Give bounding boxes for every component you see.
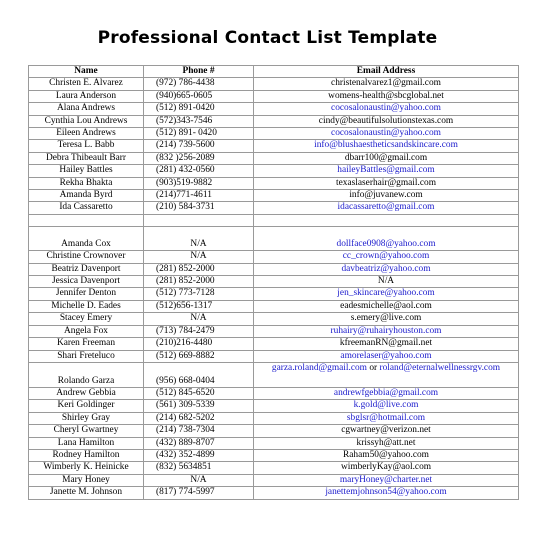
contact-phone: (210) 584-3731 <box>144 202 254 214</box>
contact-phone: (512) 891-0420 <box>144 103 254 115</box>
contact-email-cell <box>254 227 519 251</box>
contact-phone: (512)656-1317 <box>144 300 254 312</box>
contact-phone: (432) 352-4899 <box>144 449 254 461</box>
contact-name: Amanda Byrd <box>29 190 144 202</box>
contact-name <box>29 214 144 226</box>
contact-name: Keri Goldinger <box>29 400 144 412</box>
email-link[interactable]: idacassaretto@gmail.com <box>337 202 435 213</box>
contact-email-cell <box>254 128 519 140</box>
header-row <box>29 66 519 78</box>
email-text: krissyh@att.net <box>356 437 416 448</box>
contact-email-cell <box>254 412 519 424</box>
contact-name: Teresa L. Babb <box>29 140 144 152</box>
table-row <box>29 425 519 437</box>
contact-phone: (210)216-4480 <box>144 338 254 350</box>
contact-name: Karen Freeman <box>29 338 144 350</box>
contact-email-cell <box>254 425 519 437</box>
contact-name: Laura Anderson <box>29 90 144 102</box>
contact-name: Eileen Andrews <box>29 128 144 140</box>
table-row <box>29 276 519 288</box>
email-link[interactable]: maryHoney@charter.net <box>339 474 433 485</box>
email-text: dbarr100@gmail.com <box>344 152 428 163</box>
contact-name: Shirley Gray <box>29 412 144 424</box>
table-row <box>29 462 519 474</box>
contact-email-cell <box>254 263 519 275</box>
email-or-text: or <box>369 362 378 373</box>
email-text: N/A <box>377 276 395 287</box>
contact-phone: (972) 786-4438 <box>144 78 254 90</box>
email-link[interactable]: ruhairy@ruhairyhouston.com <box>330 325 442 336</box>
contact-email-cell <box>254 449 519 461</box>
contact-phone: (512) 845-6520 <box>144 387 254 399</box>
email-link[interactable]: cocosalonaustin@yahoo.com <box>331 128 441 139</box>
contact-email-cell <box>254 103 519 115</box>
contact-name: Jennifer Denton <box>29 288 144 300</box>
table-row <box>29 325 519 337</box>
email-link[interactable]: sbglsr@hotmail.com <box>346 412 426 423</box>
email-link[interactable]: info@blushaestheticsandskincare.com <box>314 140 458 151</box>
contact-email-cell <box>254 115 519 127</box>
contact-table <box>28 65 519 500</box>
contact-name: Rolando Garza <box>29 362 144 387</box>
contact-email-cell <box>254 288 519 300</box>
email-header: Email Address <box>254 66 519 78</box>
contact-phone: (214) 682-5202 <box>144 412 254 424</box>
contact-email-cell <box>254 474 519 486</box>
contact-name: Rekha Bhakta <box>29 177 144 189</box>
table-row <box>29 313 519 325</box>
table-row <box>29 165 519 177</box>
contact-name: Alana Andrews <box>29 103 144 115</box>
contact-name: Angela Fox <box>29 325 144 337</box>
contact-email-cell <box>254 300 519 312</box>
contact-name: Janette M. Johnson <box>29 487 144 499</box>
contact-name: Hailey Battles <box>29 165 144 177</box>
email-link[interactable]: dollface0908@yahoo.com <box>336 238 436 249</box>
contact-email-cell <box>254 462 519 474</box>
contact-email-cell <box>254 78 519 90</box>
table-row <box>29 90 519 102</box>
email-text: cgwartney@verizon.net <box>341 425 431 436</box>
contact-phone: (281) 852-2000 <box>144 276 254 288</box>
table-row <box>29 362 519 387</box>
contact-name: Andrew Gebbia <box>29 387 144 399</box>
contact-email-cell <box>254 313 519 325</box>
email-text: Raham50@yahoo.com <box>343 449 429 460</box>
email-link[interactable]: andrewfgebbia@gmail.com <box>333 387 439 398</box>
email-text: info@juvanew.com <box>349 190 423 201</box>
contact-name: Jessica Davenport <box>29 276 144 288</box>
contact-phone: (832 )256-2089 <box>144 152 254 164</box>
contact-email-cell <box>254 338 519 350</box>
contact-email-cell <box>254 214 519 226</box>
email-link[interactable]: haileyBattles@gmail.com <box>337 165 435 176</box>
table-row <box>29 400 519 412</box>
contact-email-cell <box>254 202 519 214</box>
table-row <box>29 437 519 449</box>
contact-email-cell <box>254 251 519 263</box>
contact-phone <box>144 214 254 226</box>
table-row <box>29 263 519 275</box>
contact-phone: (956) 668-0404 <box>144 362 254 387</box>
contact-email-cell <box>254 362 519 387</box>
table-row <box>29 78 519 90</box>
table-row <box>29 202 519 214</box>
email-text: womens-health@sbcglobal.net <box>328 90 444 101</box>
contact-phone: (214)771-4611 <box>144 190 254 202</box>
email-text: s.emery@live.com <box>350 313 422 324</box>
table-row <box>29 103 519 115</box>
contact-phone: (281) 432-0560 <box>144 165 254 177</box>
email-text: eadesmichelle@aol.com <box>340 300 432 311</box>
table-row <box>29 288 519 300</box>
contact-name: Ida Cassaretto <box>29 202 144 214</box>
table-row <box>29 140 519 152</box>
email-link[interactable]: cocosalonaustin@yahoo.com <box>331 103 441 114</box>
contact-email-cell <box>254 400 519 412</box>
contact-phone: (832) 5634851 <box>144 462 254 474</box>
table-row <box>29 350 519 362</box>
table-row <box>29 449 519 461</box>
table-row <box>29 227 519 251</box>
contact-phone: (940)665-0605 <box>144 90 254 102</box>
contact-name: Debra Thibeault Barr <box>29 152 144 164</box>
table-row <box>29 487 519 499</box>
email-text: christenalvarez1@gmail.com <box>331 78 441 89</box>
table-row <box>29 412 519 424</box>
email-link[interactable]: amorelaser@yahoo.com <box>340 350 432 361</box>
blank-row <box>29 214 519 226</box>
contact-email-cell <box>254 325 519 337</box>
contact-phone: (214) 738-7304 <box>144 425 254 437</box>
table-row <box>29 115 519 127</box>
contact-email-cell <box>254 387 519 399</box>
contact-phone: (214) 739-5600 <box>144 140 254 152</box>
contact-email-cell <box>254 165 519 177</box>
contact-phone: (817) 774-5997 <box>144 487 254 499</box>
contact-phone: (572)343-7546 <box>144 115 254 127</box>
contact-email-cell <box>254 90 519 102</box>
table-row <box>29 152 519 164</box>
contact-phone: (512) 669-8882 <box>144 350 254 362</box>
page-title: Professional Contact List Template <box>97 28 438 48</box>
contact-name: Cynthia Lou Andrews <box>29 115 144 127</box>
contact-email-cell <box>254 276 519 288</box>
email-link[interactable]: k.gold@live.com <box>353 400 419 411</box>
table-row <box>29 128 519 140</box>
contact-phone: N/A <box>144 227 254 251</box>
table-row <box>29 251 519 263</box>
contact-phone: (512) 773-7128 <box>144 288 254 300</box>
contact-phone: N/A <box>144 251 254 263</box>
email-link[interactable]: roland@eternalwellnessrgv.com <box>379 362 501 373</box>
contact-phone: (903)519-9882 <box>144 177 254 189</box>
table-row <box>29 177 519 189</box>
contact-email-cell <box>254 190 519 202</box>
name-header: Name <box>29 66 144 78</box>
email-text: texaslaserhair@gmail.com <box>335 177 436 188</box>
email-link[interactable]: garza.roland@gmail.com <box>271 362 367 373</box>
contact-phone: N/A <box>144 313 254 325</box>
contact-email-cell <box>254 140 519 152</box>
contact-name: Christine Crownover <box>29 251 144 263</box>
contact-phone: (713) 784-2479 <box>144 325 254 337</box>
email-link[interactable]: jen_skincare@yahoo.com <box>337 288 435 299</box>
contact-email-cell <box>254 152 519 164</box>
contact-phone: (561) 309-5339 <box>144 400 254 412</box>
table-row <box>29 190 519 202</box>
email-text: wimberlyKay@aol.com <box>340 462 432 473</box>
email-link[interactable]: cc_crown@yahoo.com <box>342 251 430 262</box>
contact-name: Cheryl Gwartney <box>29 425 144 437</box>
contact-name: Stacey Emery <box>29 313 144 325</box>
contact-name: Rodney Hamilton <box>29 449 144 461</box>
contact-name: Michelle D. Eades <box>29 300 144 312</box>
contact-phone: (512) 891- 0420 <box>144 128 254 140</box>
contact-phone: (432) 889-8707 <box>144 437 254 449</box>
contact-name: Beatriz Davenport <box>29 263 144 275</box>
contact-email-cell <box>254 487 519 499</box>
contact-email-cell <box>254 350 519 362</box>
email-link[interactable]: janettemjohnson54@yahoo.com <box>325 487 447 498</box>
table-row <box>29 387 519 399</box>
contact-name: Amanda Cox <box>29 227 144 251</box>
contact-name: Lana Hamilton <box>29 437 144 449</box>
contact-phone: N/A <box>144 474 254 486</box>
contact-name: Wimberly K. Heinicke <box>29 462 144 474</box>
email-link[interactable]: davbeatriz@yahoo.com <box>341 263 431 274</box>
contact-phone: (281) 852-2000 <box>144 263 254 275</box>
table-row <box>29 300 519 312</box>
phone-header: Phone # <box>144 66 254 78</box>
contact-name: Shari Freteluco <box>29 350 144 362</box>
email-text: cindy@beautifulsolutionstexas.com <box>318 115 454 126</box>
contact-name: Mary Honey <box>29 474 144 486</box>
contact-email-cell <box>254 437 519 449</box>
email-pair <box>272 363 500 373</box>
table-row <box>29 474 519 486</box>
contact-name: Christen E. Alvarez <box>29 78 144 90</box>
table-row <box>29 338 519 350</box>
contact-email-cell <box>254 177 519 189</box>
email-text: kfreemanRN@gmail.net <box>339 338 433 349</box>
